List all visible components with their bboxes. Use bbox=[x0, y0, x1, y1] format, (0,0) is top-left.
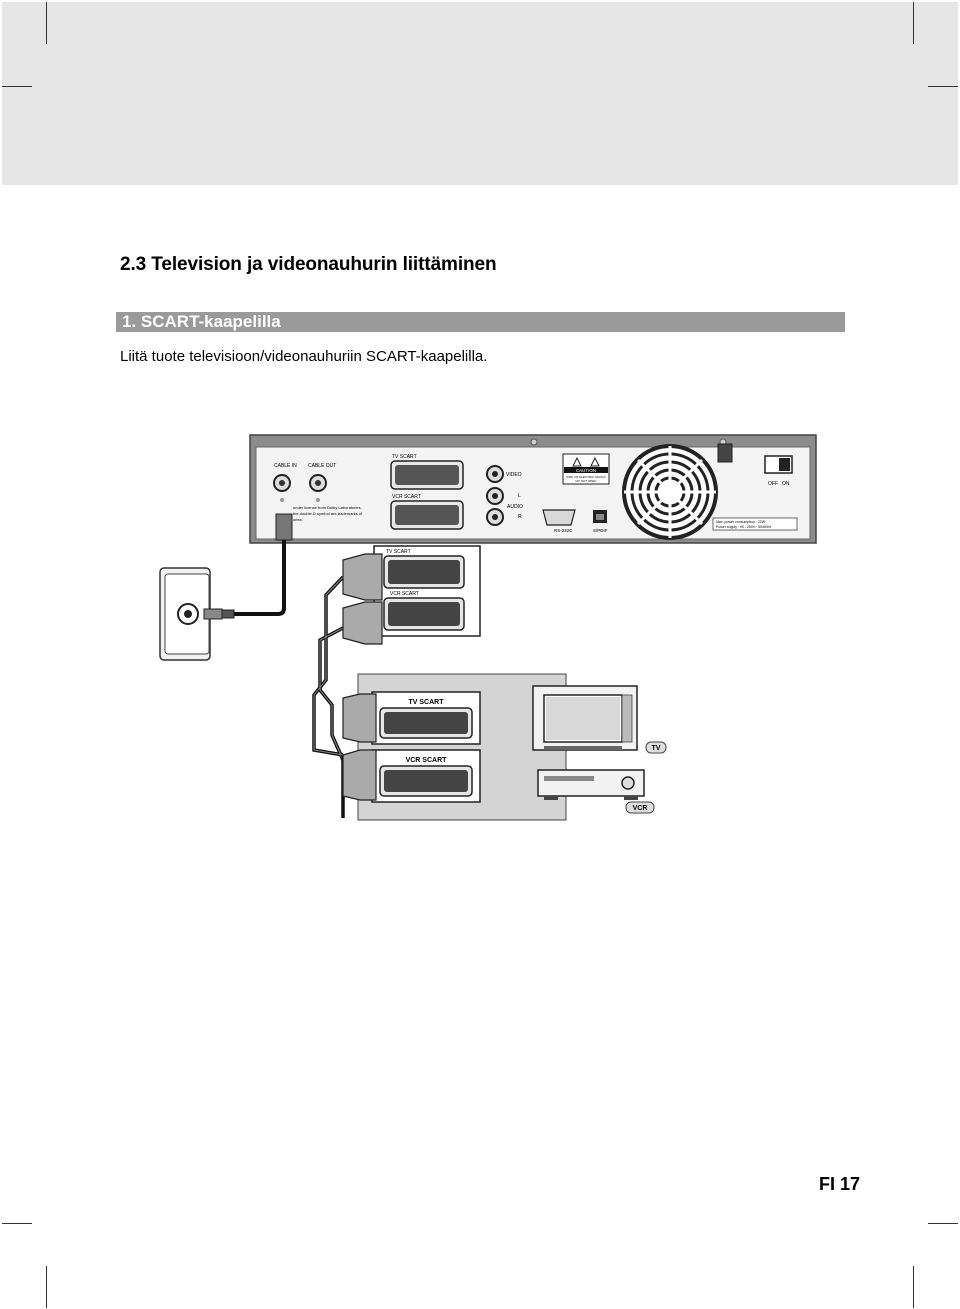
crop-mark bbox=[46, 2, 47, 44]
fan-grille-icon bbox=[624, 446, 716, 538]
vcr-scart-label: VCR SCART bbox=[405, 757, 447, 764]
wall-socket bbox=[160, 568, 210, 660]
page-title: 2.3 Television ja videonauhurin liittäminen bbox=[120, 254, 497, 275]
rs232c-port bbox=[543, 510, 575, 525]
section-bar bbox=[116, 312, 845, 332]
cable-out-port-core bbox=[315, 480, 321, 486]
tv-scart-label: TV SCART bbox=[392, 454, 417, 460]
svg-text:DO NOT OPEN: DO NOT OPEN bbox=[575, 479, 597, 483]
power-socket bbox=[718, 444, 732, 462]
crop-mark bbox=[928, 86, 958, 87]
svg-text:RISK OF ELECTRIC SHOCK: RISK OF ELECTRIC SHOCK bbox=[566, 475, 606, 479]
tv-label: TV bbox=[651, 745, 661, 752]
audio-l-label: L bbox=[518, 493, 521, 499]
vcr-scart-label: VCR SCART bbox=[390, 591, 419, 597]
scart-pins bbox=[395, 505, 459, 525]
spdif-label: S/PDIF bbox=[593, 528, 608, 533]
audio-label: AUDIO bbox=[507, 504, 523, 510]
off-label: OFF bbox=[768, 481, 778, 487]
tv-scart-label: TV SCART bbox=[408, 699, 444, 706]
on-label: ON bbox=[782, 481, 790, 487]
screw-icon bbox=[316, 498, 320, 502]
scart-plug bbox=[343, 554, 382, 600]
page-number: FI 17 bbox=[818, 1174, 860, 1194]
scart-plug bbox=[343, 750, 376, 800]
crop-mark bbox=[2, 86, 32, 87]
dolby-text: the double-D symbol are trademarks of bbox=[293, 511, 363, 516]
vcr-scart-label: VCR SCART bbox=[392, 494, 421, 500]
tv-scart-label: TV SCART bbox=[386, 549, 411, 555]
dolby-text: ories. bbox=[293, 517, 303, 522]
scart-plug bbox=[343, 602, 382, 644]
crop-mark bbox=[46, 1266, 47, 1308]
crop-mark bbox=[928, 1223, 958, 1224]
svg-text:Max. power consumption : 22W: Max. power consumption : 22W bbox=[716, 520, 766, 524]
receiver-rear-panel bbox=[250, 435, 816, 543]
screw-icon bbox=[280, 498, 284, 502]
rs232c-label: RS-232C bbox=[554, 528, 573, 533]
scart-pins bbox=[384, 712, 468, 734]
crop-mark bbox=[2, 1223, 32, 1224]
caution-text: CAUTION bbox=[575, 468, 597, 473]
crop-mark bbox=[913, 1266, 914, 1308]
antenna-cable bbox=[204, 514, 292, 619]
connection-diagram bbox=[150, 430, 830, 830]
tv-icon bbox=[533, 686, 637, 750]
scart-pins bbox=[395, 465, 459, 485]
vcr-icon bbox=[538, 770, 644, 800]
scart-cables bbox=[314, 577, 343, 818]
scart-pins bbox=[384, 770, 468, 792]
caution-label bbox=[563, 454, 609, 484]
header-band bbox=[2, 2, 958, 185]
scart-pins bbox=[388, 560, 460, 584]
audio-r-label: R bbox=[518, 514, 522, 520]
intro-text: Liitä tuote televisioon/videonauhuriin SCART-kaapelilla. bbox=[120, 348, 488, 365]
dolby-text: under license from Dolby Laboratories. bbox=[293, 505, 362, 510]
section-title: 1. SCART-kaapelilla bbox=[122, 312, 281, 331]
svg-text:Power supply : 90 - 250V~ 50/6: Power supply : 90 - 250V~ 50/60Hz bbox=[716, 525, 772, 529]
scart-pins bbox=[388, 602, 460, 626]
cable-out-label: CABLE OUT bbox=[308, 463, 337, 469]
cable-in-label: CABLE IN bbox=[274, 463, 297, 469]
video-label: VIDEO bbox=[506, 472, 522, 478]
vcr-label: VCR bbox=[632, 805, 648, 812]
receiver-scart-closeup bbox=[343, 546, 480, 644]
antenna-plug bbox=[204, 609, 222, 619]
tv-vcr-block bbox=[343, 674, 666, 820]
screw-icon bbox=[531, 439, 537, 445]
cable-in-port-core bbox=[279, 480, 285, 486]
crop-mark bbox=[913, 2, 914, 44]
scart-plug bbox=[343, 694, 376, 742]
cable-in-plug bbox=[276, 514, 292, 540]
